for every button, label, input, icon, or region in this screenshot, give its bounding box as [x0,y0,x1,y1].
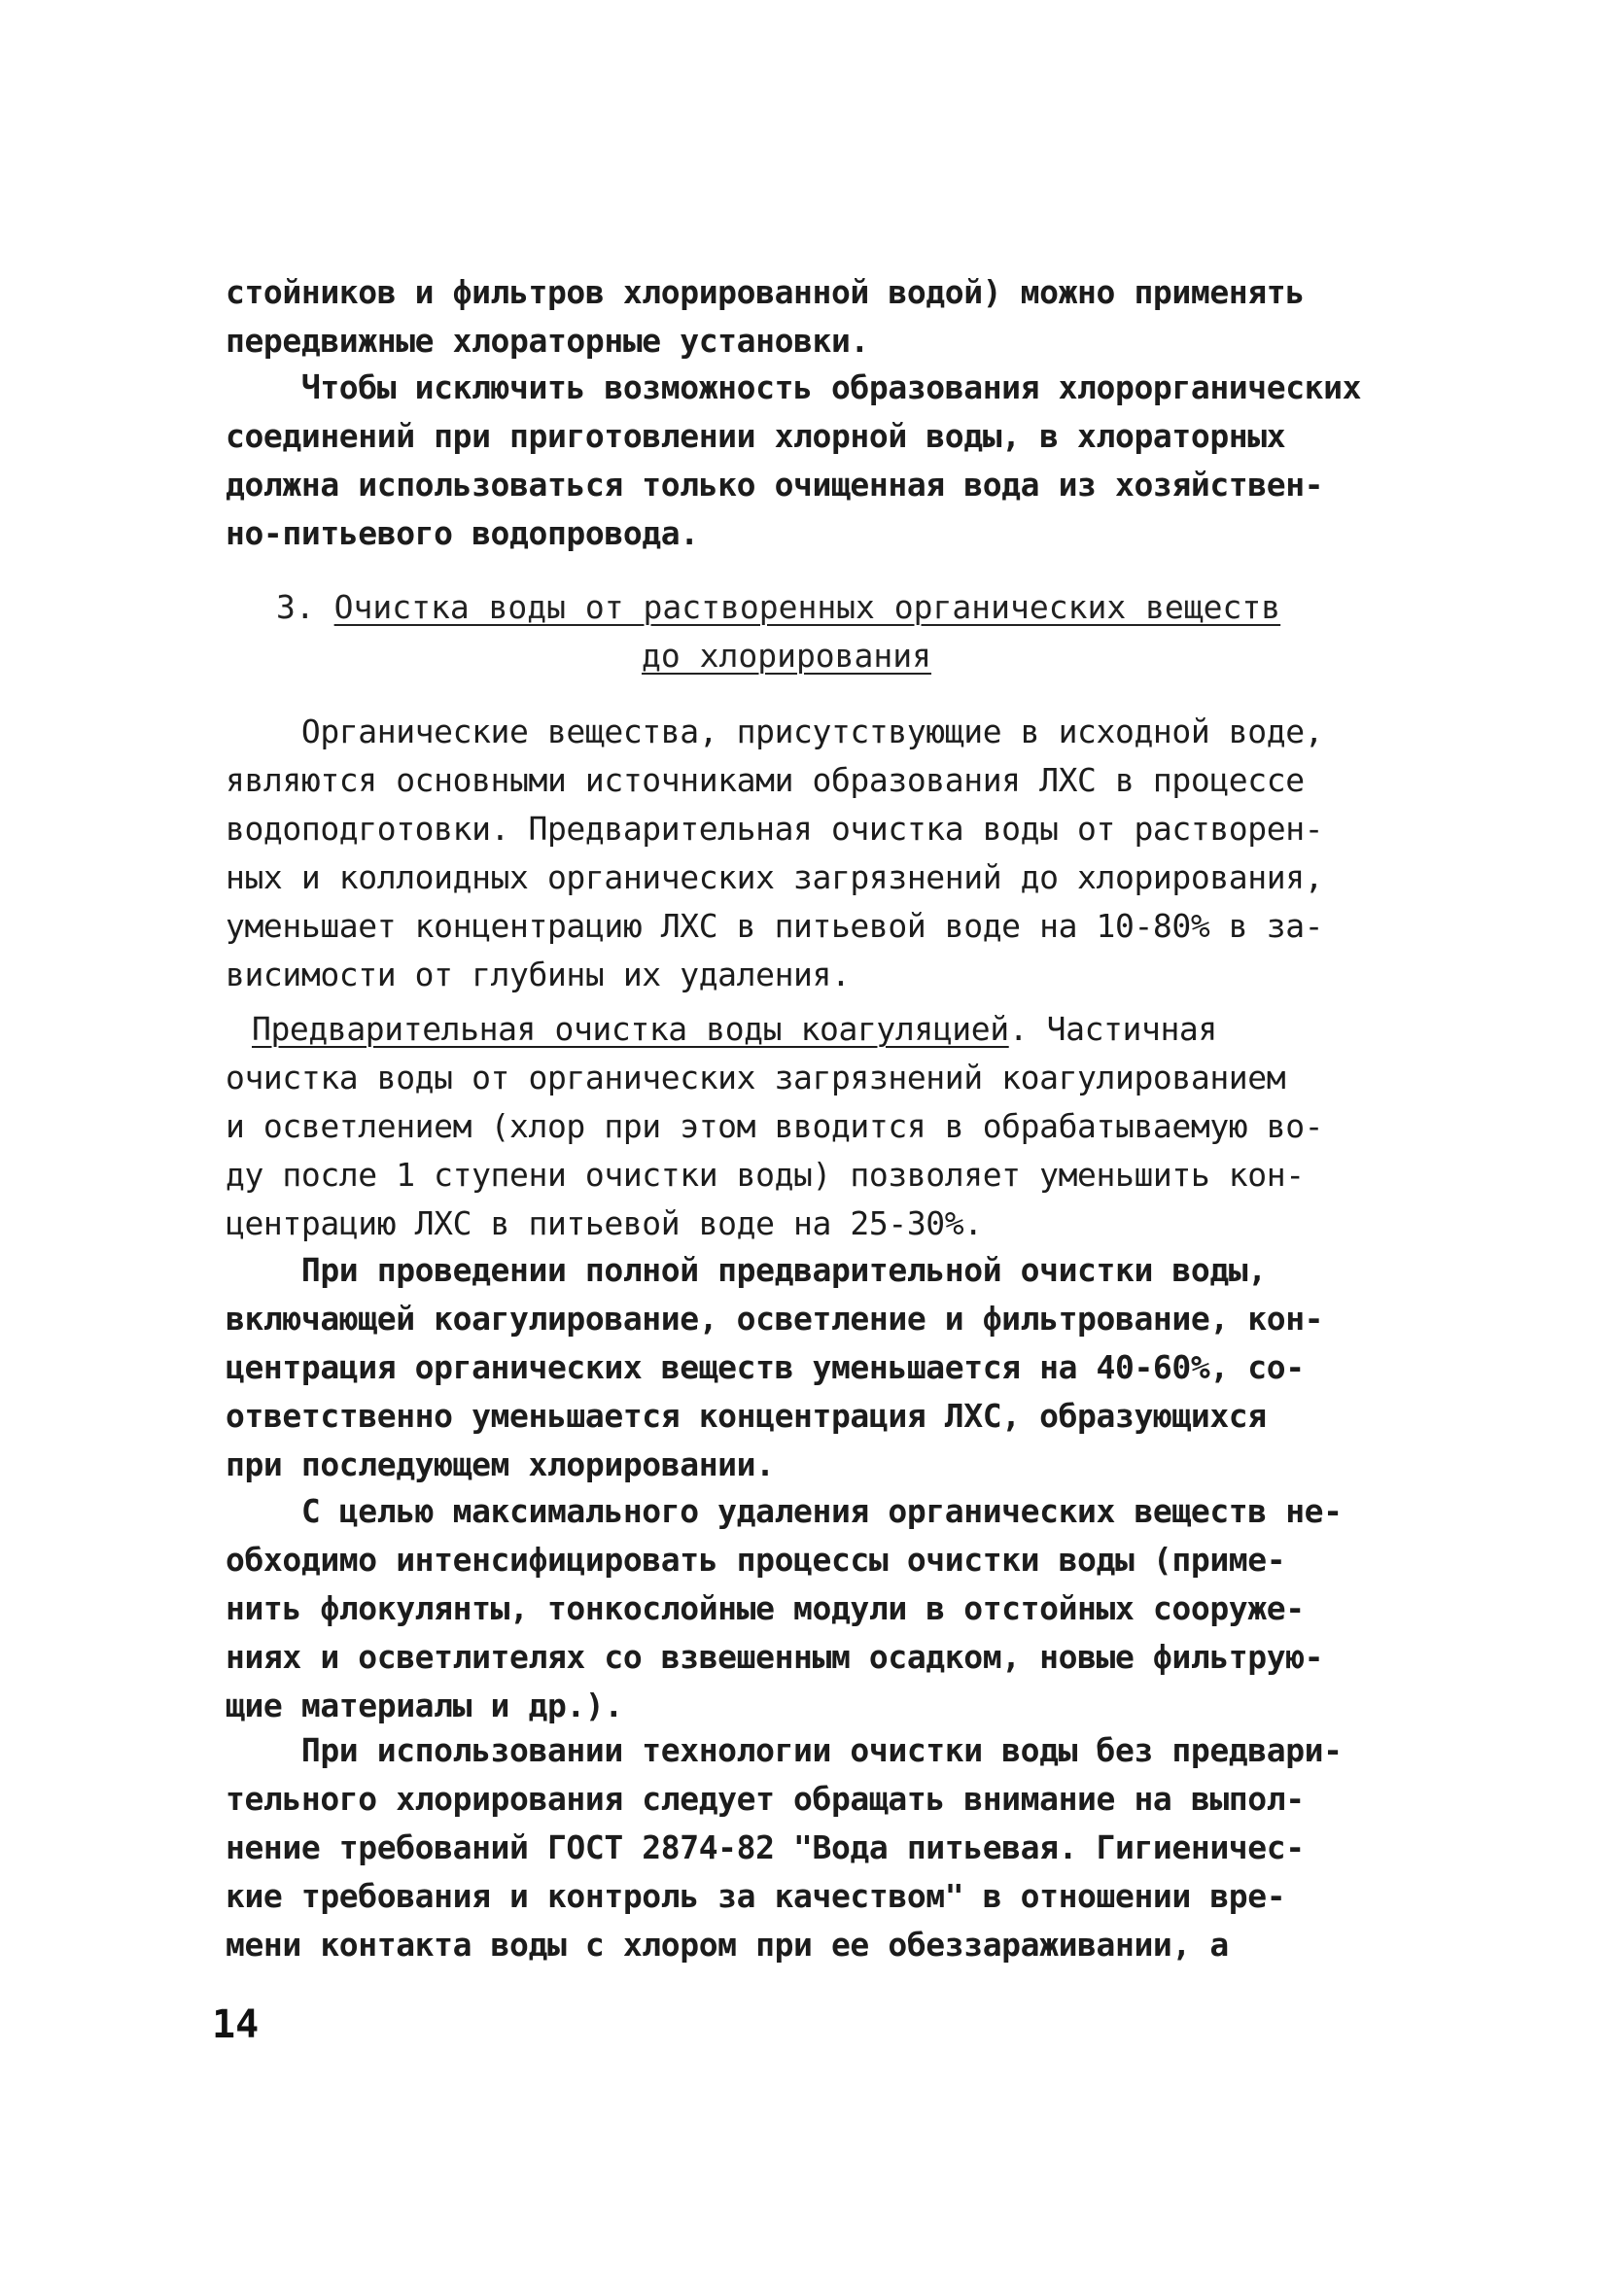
text-line: центрацию ЛХС в питьевой воде на 25-30%. [226,1204,983,1242]
text-line: ду после 1 ступени очистки воды) позволяет уменьшить кон- [226,1156,1305,1194]
text-line: водоподготовки. Предварительная очистка воды от растворен- [226,810,1324,848]
section-title-line2: до хлорирования [642,637,932,675]
text-line: соединений при приготовлении хлорной воды, в хлораторных [226,417,1286,455]
text-line: передвижные хлораторные установки. [226,322,869,360]
paragraph-coagulation [226,1005,1392,1248]
text-line: висимости от глубины их удаления. [226,956,851,993]
text-line: включающей коагулирование, осветление и фильтрование, кон- [226,1300,1324,1338]
text-line: должна использоваться только очищенная вода из хозяйствен- [226,466,1324,504]
text-line: являются основными источниками образования ЛХС в процессе [226,761,1305,799]
text-line: щие материалы и др.). [226,1687,623,1724]
paragraph-continuation [226,268,1392,365]
text-line: Органические вещества, присутствующие в исходной воде, [226,713,1324,750]
text-line: При использовании технологии очистки воды без предвари- [226,1731,1343,1769]
page-number: 14 [212,2002,260,2047]
section-heading-line1 [226,583,1392,632]
text-line: мени контакта воды с хлором при ее обеззараживании, а [226,1926,1229,1964]
text-line: и осветлением (хлор при этом вводится в обрабатываемую во- [226,1107,1324,1145]
paragraph-intensify-treatment [226,1487,1392,1730]
paragraph-full-treatment [226,1246,1392,1489]
coagulation-title-suffix: . Частичная [1008,1010,1217,1048]
text-line: нить флокулянты, тонкослойные модули в отстойных сооруже- [226,1589,1305,1627]
text-line: уменьшает концентрацию ЛХС в питьевой воде на 10-80% в за- [226,907,1324,945]
text-line: но-питьевого водопровода. [226,514,699,552]
section-title-line1: Очистка воды от растворенных органических веществ [333,588,1281,626]
section-heading [226,583,1392,680]
text-line: нение требований ГОСТ 2874-82 "Вода питьевая. Гигиеничес- [226,1828,1305,1866]
text-line: ниях и осветлителях со взвешенным осадком, новые фильтрую- [226,1638,1324,1676]
text-line: стойников и фильтров хлорированной водой) можно применять [226,273,1305,311]
text-line: обходимо интенсифицировать процессы очистки воды (приме- [226,1541,1286,1579]
text-line: центрация органических веществ уменьшается на 40-60%, со- [226,1348,1305,1386]
coagulation-title: Предварительная очистка воды коагуляцией [252,1010,1009,1048]
text-line: при последующем хлорировании. [226,1445,775,1483]
section-number: 3. [276,588,315,626]
text-line: ответственно уменьшается концентрация ЛХС, образующихся [226,1397,1267,1435]
text-line: ных и коллоидных органических загрязнений до хлорирования, [226,858,1324,896]
paragraph-technology [226,1726,1392,1969]
text-line: тельного хлорирования следует обращать внимание на выпол- [226,1780,1305,1818]
text-line: кие требования и контроль за качеством" в отношении вре- [226,1877,1286,1915]
paragraph-chlorine-water [226,364,1392,558]
section-heading-line2 [226,632,1392,680]
text-line: С целью максимального удаления органических веществ не- [226,1492,1343,1530]
text-line: Чтобы исключить возможность образования хлорорганических [226,368,1362,406]
coagulation-title-line [226,1005,1392,1054]
text-line: очистка воды от органических загрязнений коагулированием [226,1059,1286,1096]
paragraph-organic-substances [226,708,1392,999]
text-line: При проведении полной предварительной очистки воды, [226,1251,1267,1289]
